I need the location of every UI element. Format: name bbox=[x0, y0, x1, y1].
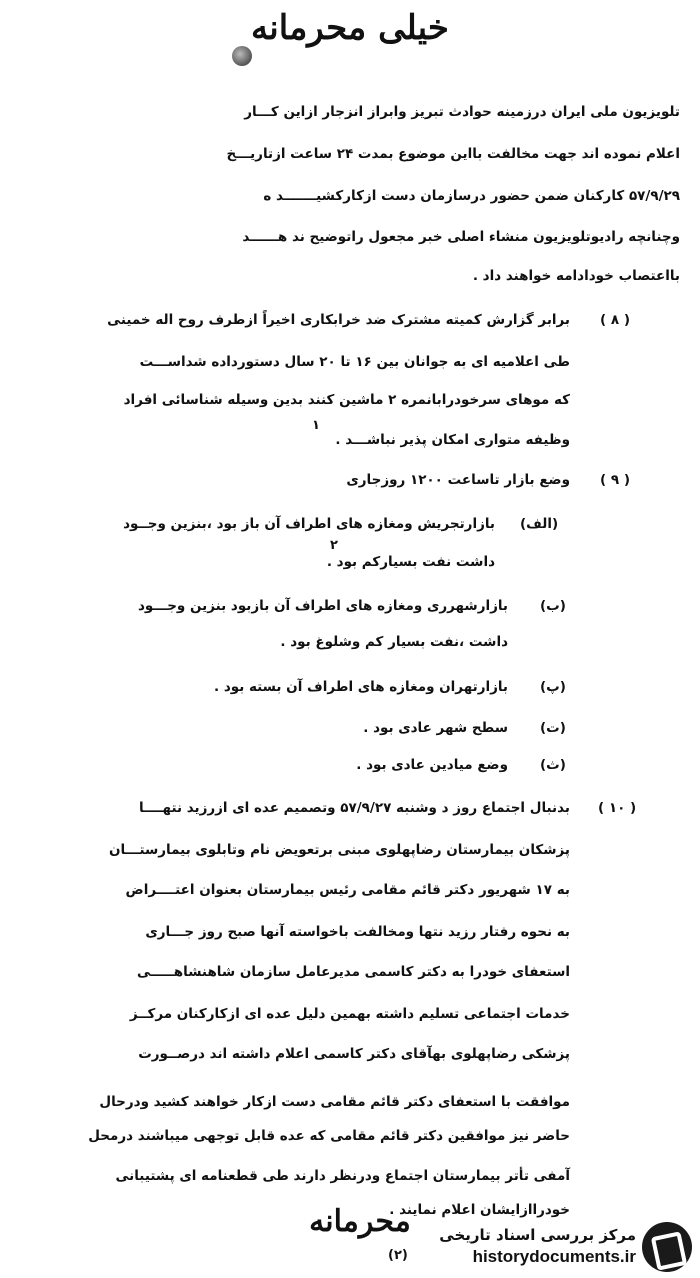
text-line: موافقت با استعفای دکتر قائم مقامی دست ازکار خواهند کشید ودرحال bbox=[99, 1094, 570, 1110]
text-line: بازارتهران ومغازه های اطراف آن بسته بود . bbox=[213, 679, 508, 695]
text-line: پزشکان بیمارستان رضاپهلوی مبنی برتعویض نام وتابلوی بیمارستـــان bbox=[109, 842, 570, 858]
watermark-url[interactable]: historydocuments.ir bbox=[472, 1246, 636, 1266]
item-te: (ت) bbox=[540, 720, 566, 736]
archive-logo-icon bbox=[642, 1222, 692, 1272]
text-line: استعفای خودرا به دکتر کاسمی مدیرعامل سازمان شاهنشاهـــــی bbox=[137, 964, 570, 980]
classification-footer: محرمانه bbox=[309, 1204, 411, 1239]
watermark bbox=[439, 1222, 692, 1272]
watermark-text bbox=[439, 1226, 636, 1268]
classification-header: خیلی محرمانه bbox=[251, 8, 449, 48]
text-line: اعلام نموده اند جهت مخالفت بااین موضوع بمدت ۲۴ ساعت ازتاریـــخ bbox=[226, 146, 680, 162]
watermark-persian: مرکز بررسی اسناد تاریخی bbox=[439, 1226, 636, 1245]
page-number: (۲) bbox=[388, 1248, 408, 1263]
text-line: برابر گزارش کمیته مشترک ضد خرابکاری اخیراً ازطرف روح اله خمینی bbox=[107, 312, 570, 328]
text-line: بازارتجریش ومغازه های اطراف آن باز بود ،بنزین وجــود bbox=[123, 516, 495, 532]
margin-mark: ۱ bbox=[312, 418, 320, 433]
item-pe: (پ) bbox=[540, 679, 566, 695]
text-line: که موهای سرخودرابانمره ۲ ماشین کنند بدین وسیله شناسائی افراد bbox=[123, 392, 570, 408]
text-line: بازارشهرری ومغازه های اطراف آن بازبود بنزین وجـــود bbox=[137, 598, 508, 614]
text-line: تلویزیون ملی ایران درزمینه حوادث تبریز وابراز انزجار ازاین کـــار bbox=[244, 104, 680, 120]
item-alef: (الف) bbox=[520, 516, 559, 532]
text-line: خدمات اجتماعی تسلیم داشته بهمین دلیل عده ای ازکارکنان مرکــز bbox=[129, 1006, 570, 1022]
text-line: وضع میادین عادی بود . bbox=[356, 757, 508, 773]
item-se: (ث) bbox=[540, 757, 566, 773]
punch-hole bbox=[232, 46, 252, 66]
text-line: به نحوه رفتار رزید نتها ومخالفت باخواسته آنها صبح روز جـــاری bbox=[145, 924, 570, 940]
text-line: به ۱۷ شهریور دکتر قائم مقامی رئیس بیمارستان بعنوان اعتــــراض bbox=[125, 882, 570, 898]
text-line: خودراازایشان اعلام نمایند . bbox=[389, 1202, 570, 1218]
margin-mark: ۲ bbox=[330, 538, 338, 553]
text-line: وضع بازار تاساعت ۱۲۰۰ روزجاری bbox=[346, 472, 570, 488]
section-number-10: ( ۱۰ ) bbox=[598, 800, 637, 816]
text-line: بدنبال اجتماع روز د وشنبه ۵۷/۹/۲۷ وتصمیم عده ای ازرزید نتهــــا bbox=[139, 800, 570, 816]
text-line: طی اعلامیه ای به جوانان بین ۱۶ تا ۲۰ سال دستورداده شداســـت bbox=[139, 354, 570, 370]
text-line: وظیفه متواری امکان پذیر نباشـــد . bbox=[335, 432, 570, 448]
text-line: وچنانچه رادیوتلویزیون منشاء اصلی خبر مجعول راتوضیح ند هــــــد bbox=[242, 229, 680, 245]
text-line: داشت نفت بسیارکم بود . bbox=[326, 554, 495, 570]
text-line: حاضر نیز موافقین دکتر قائم مقامی که عده قابل توجهی میباشند درمحل bbox=[88, 1128, 570, 1144]
text-line: آمفی تأتر بیمارستان اجتماع ودرنظر دارند طی قطعنامه ای پشتیبانی bbox=[115, 1168, 570, 1184]
text-line: بااعتصاب خودادامه خواهند داد . bbox=[472, 268, 680, 284]
text-line: پزشکی رضاپهلوی بهآقای دکتر کاسمی اعلام داشته اند درصــورت bbox=[138, 1046, 570, 1062]
text-line: ۵۷/۹/۲۹ کارکنان ضمن حضور درسازمان دست ازکارکشیـــــــد ه bbox=[263, 188, 680, 204]
section-number-8: ( ۸ ) bbox=[600, 312, 630, 328]
section-number-9: ( ۹ ) bbox=[600, 472, 630, 488]
item-be: (ب) bbox=[540, 598, 566, 614]
text-line: داشت ،نفت بسیار کم وشلوغ بود . bbox=[280, 634, 508, 650]
text-line: سطح شهر عادی بود . bbox=[363, 720, 508, 736]
